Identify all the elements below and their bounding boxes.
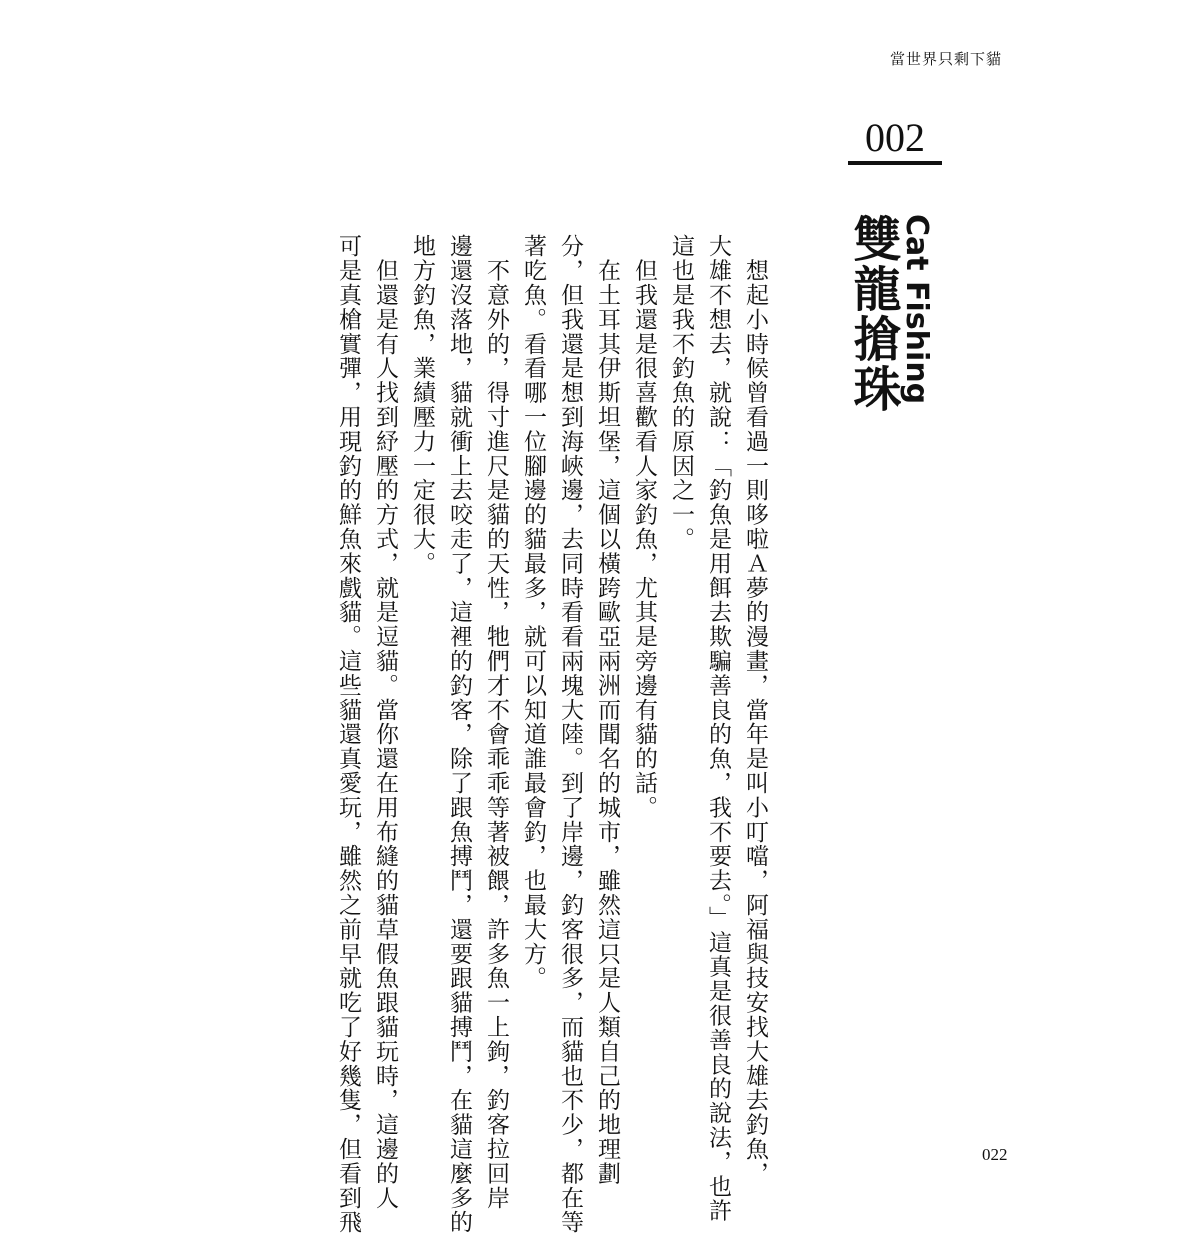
body-column: 著吃魚。看看哪一位腳邊的貓最多，就可以知道誰最會釣，也最大方。 [520, 234, 546, 991]
body-column: 可是真槍實彈，用現釣的鮮魚來戲貓。這些貓還真愛玩，雖然之前早就吃了好幾隻，但看到飛 [335, 234, 361, 1234]
body-column: 分，但我還是想到海峽邊，去同時看看兩塊大陸。到了岸邊，釣客很多，而貓也不少，都在等 [557, 234, 583, 1234]
body-column: 但還是有人找到紓壓的方式，就是逗貓。當你還在用布縫的貓草假魚跟貓玩時，這邊的人 [372, 234, 398, 1210]
body-column: 這也是我不釣魚的原因之一。 [668, 234, 694, 552]
body-text [329, 234, 773, 1234]
chapter-subtitle-en: Cat Fishing [899, 214, 934, 405]
chapter-number: 002 [865, 115, 925, 160]
body-column: 邊還沒落地，貓就衝上去咬走了，這裡的釣客，除了跟魚搏鬥，還要跟貓搏鬥，在貓這麼多的 [446, 234, 472, 1234]
body-column: 大雄不想去，就說：「釣魚是用餌去欺騙善良的魚，我不要去。」這真是很善良的說法，也許 [705, 234, 731, 1223]
body-column: 不意外的，得寸進尺是貓的天性，牠們才不會乖乖等著被餵，許多魚一上鉤，釣客拉回岸 [483, 234, 509, 1210]
body-column: 在土耳其伊斯坦堡，這個以橫跨歐亞兩洲而聞名的城市，雖然這只是人類自己的地理劃 [594, 234, 620, 1186]
page-number: 022 [982, 1145, 1008, 1164]
body-column: 地方釣魚，業績壓力一定很大。 [409, 234, 435, 576]
chapter-title-block [845, 214, 942, 414]
running-header-title: 當世界只剩下貓 [889, 50, 1002, 68]
chapter-title-zh: 雙龍搶珠 [845, 214, 901, 414]
body-column: 但我還是很喜歡看人家釣魚，尤其是旁邊有貓的話。 [631, 234, 657, 820]
body-column: 想起小時候曾看過一則哆啦Ａ夢的漫畫，當年是叫小叮噹，阿福與技安找大雄去釣魚， [742, 234, 768, 1186]
chapter-divider [848, 161, 942, 165]
